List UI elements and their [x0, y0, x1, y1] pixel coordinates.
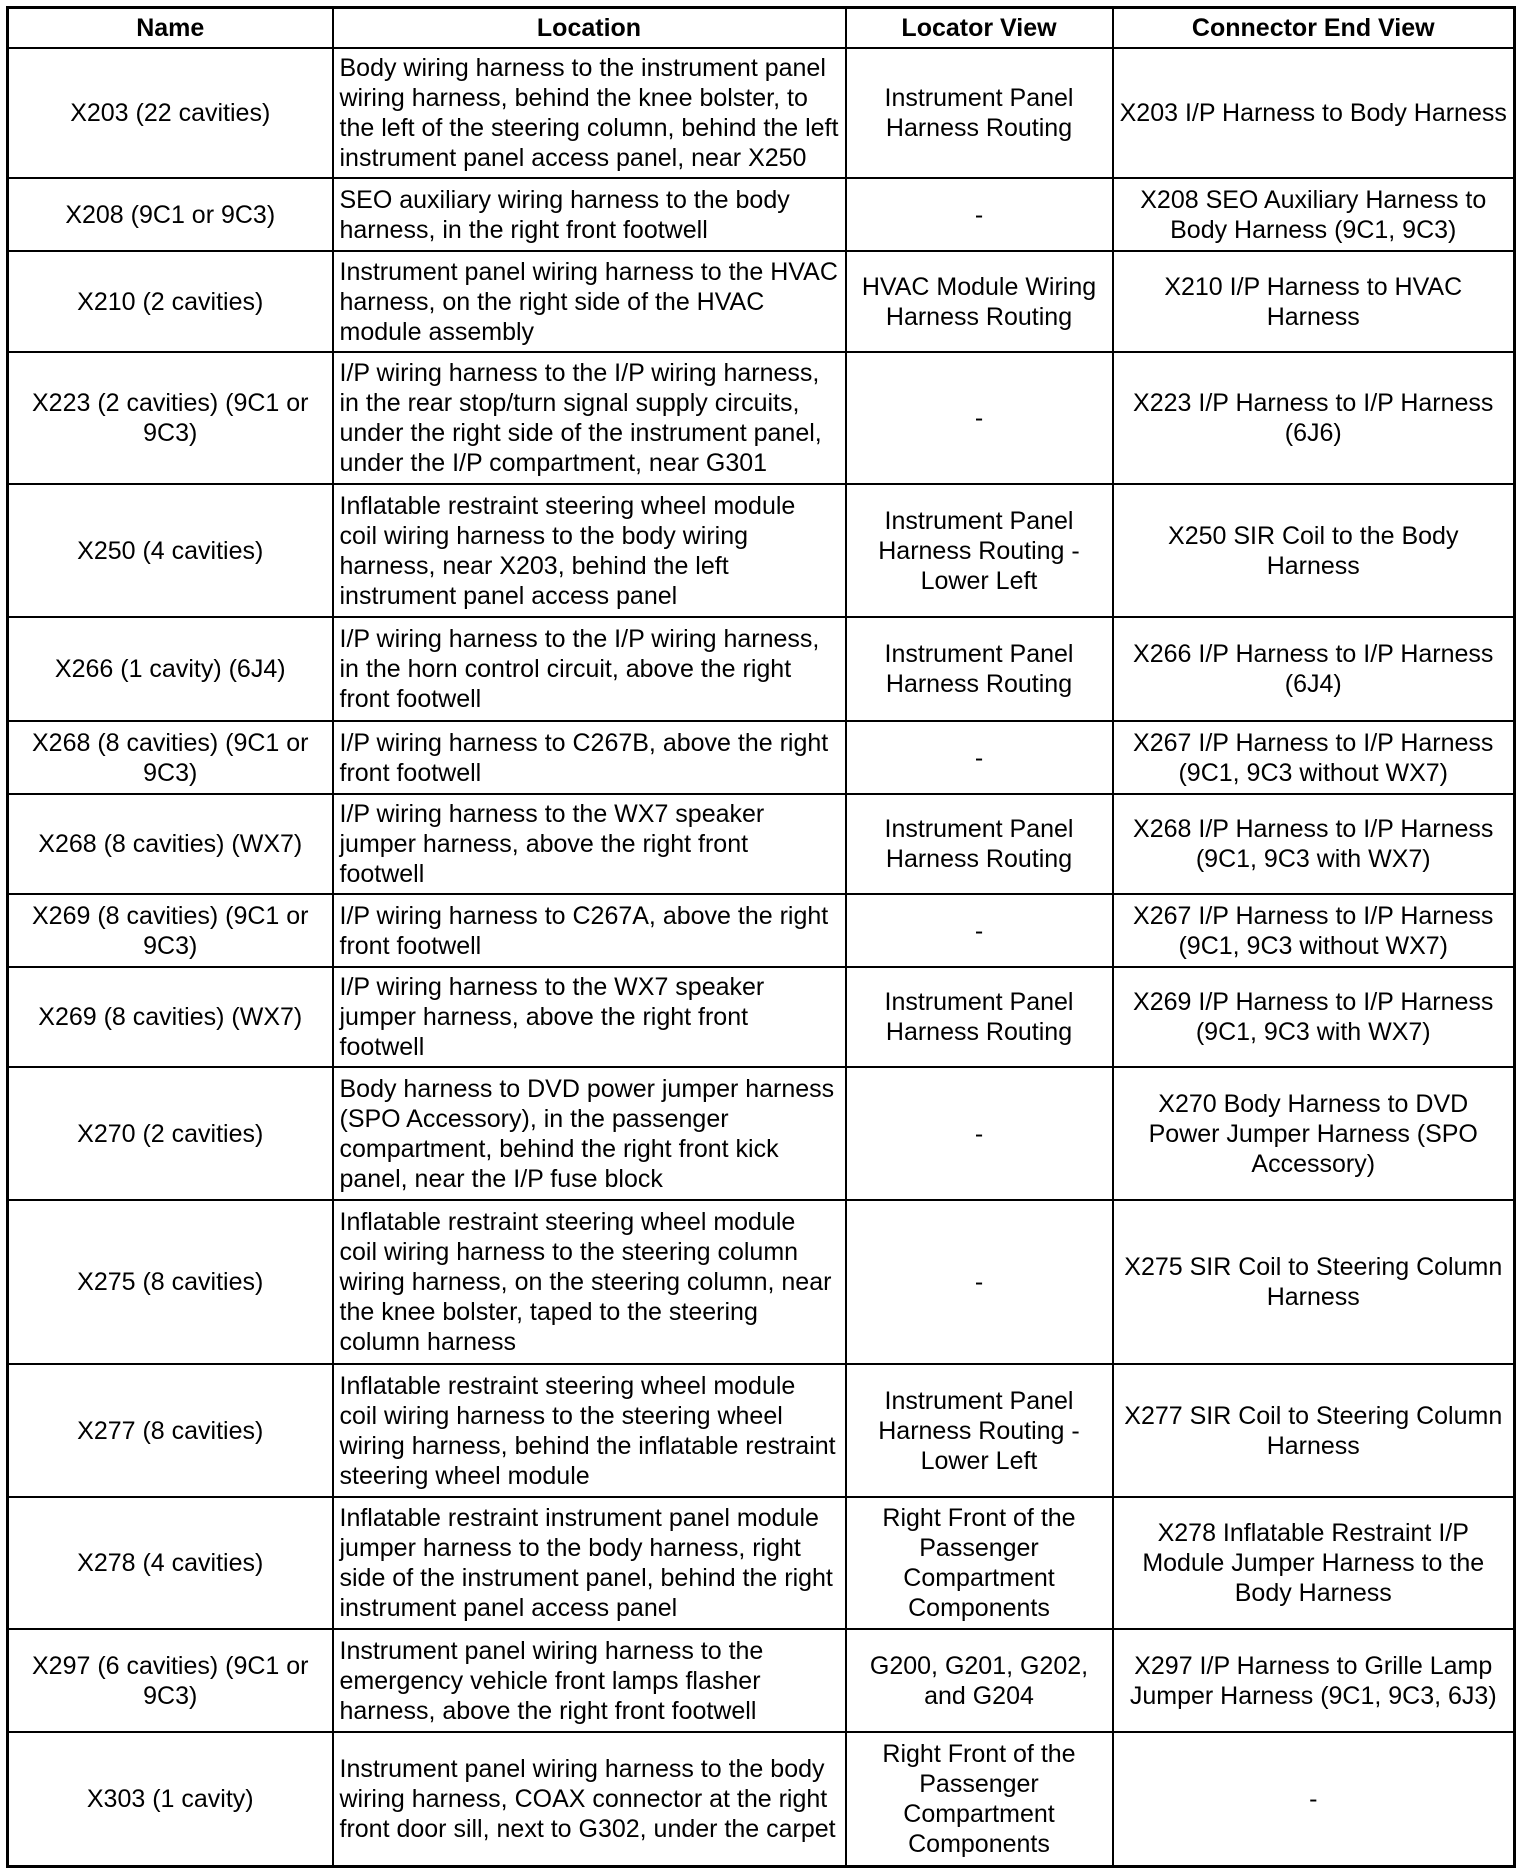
table-row [8, 794, 1515, 894]
cell-locator-view: Instrument Panel Harness Routing [846, 967, 1113, 1067]
table-row [8, 617, 1515, 721]
cell-location: SEO auxiliary wiring harness to the body harness, in the right front footwell [333, 178, 846, 251]
cell-name: X269 (8 cavities) (WX7) [8, 967, 333, 1067]
cell-name: X269 (8 cavities) (9C1 or 9C3) [8, 894, 333, 967]
cell-location: I/P wiring harness to the I/P wiring harness, in the horn control circuit, above the right front footwell [333, 617, 846, 721]
cell-locator-view: Instrument Panel Harness Routing - Lower Left [846, 1364, 1113, 1497]
cell-location: Body wiring harness to the instrument panel wiring harness, behind the knee bolster, to the left of the steering column, behind the left instrument panel access panel, near X250 [333, 48, 846, 178]
cell-location: Instrument panel wiring harness to the body wiring harness, COAX connector at the right front door sill, next to G302, under the carpet [333, 1732, 846, 1866]
table-row [8, 1200, 1515, 1364]
cell-connector-end-view: X208 SEO Auxiliary Harness to Body Harness (9C1, 9C3) [1113, 178, 1515, 251]
header-name: Name [8, 8, 333, 49]
table-row [8, 1497, 1515, 1629]
cell-connector-end-view: X275 SIR Coil to Steering Column Harness [1113, 1200, 1515, 1364]
table-row [8, 721, 1515, 794]
cell-location: Body harness to DVD power jumper harness (SPO Accessory), in the passenger compartment, behind the right front kick panel, near the I/P fuse block [333, 1067, 846, 1200]
cell-connector-end-view: X277 SIR Coil to Steering Column Harness [1113, 1364, 1515, 1497]
cell-locator-view: Instrument Panel Harness Routing [846, 48, 1113, 178]
cell-locator-view: Instrument Panel Harness Routing [846, 794, 1113, 894]
cell-connector-end-view: X267 I/P Harness to I/P Harness (9C1, 9C3 without WX7) [1113, 721, 1515, 794]
cell-locator-view: - [846, 1200, 1113, 1364]
cell-connector-end-view: X268 I/P Harness to I/P Harness (9C1, 9C3 with WX7) [1113, 794, 1515, 894]
table-row [8, 1067, 1515, 1200]
header-locator-view: Locator View [846, 8, 1113, 49]
cell-name: X278 (4 cavities) [8, 1497, 333, 1629]
connector-table [6, 6, 1516, 1868]
cell-location: I/P wiring harness to the WX7 speaker jumper harness, above the right front footwell [333, 967, 846, 1067]
cell-locator-view: Right Front of the Passenger Compartment Components [846, 1497, 1113, 1629]
cell-locator-view: - [846, 178, 1113, 251]
table-row [8, 352, 1515, 484]
cell-locator-view: - [846, 352, 1113, 484]
cell-connector-end-view: X278 Inflatable Restraint I/P Module Jumper Harness to the Body Harness [1113, 1497, 1515, 1629]
cell-name: X275 (8 cavities) [8, 1200, 333, 1364]
table-row [8, 1629, 1515, 1732]
cell-name: X266 (1 cavity) (6J4) [8, 617, 333, 721]
cell-connector-end-view: X250 SIR Coil to the Body Harness [1113, 484, 1515, 617]
cell-locator-view: - [846, 894, 1113, 967]
cell-connector-end-view: X269 I/P Harness to I/P Harness (9C1, 9C3 with WX7) [1113, 967, 1515, 1067]
table-row [8, 178, 1515, 251]
cell-locator-view: G200, G201, G202, and G204 [846, 1629, 1113, 1732]
cell-name: X303 (1 cavity) [8, 1732, 333, 1866]
connector-table-wrapper [6, 6, 1513, 1868]
table-row [8, 1732, 1515, 1866]
cell-connector-end-view: X223 I/P Harness to I/P Harness (6J6) [1113, 352, 1515, 484]
cell-connector-end-view: X210 I/P Harness to HVAC Harness [1113, 251, 1515, 352]
table-row [8, 48, 1515, 178]
cell-locator-view: Right Front of the Passenger Compartment Components [846, 1732, 1113, 1866]
cell-location: Instrument panel wiring harness to the HVAC harness, on the right side of the HVAC module assembly [333, 251, 846, 352]
cell-locator-view: Instrument Panel Harness Routing - Lower Left [846, 484, 1113, 617]
cell-name: X203 (22 cavities) [8, 48, 333, 178]
table-row [8, 484, 1515, 617]
cell-locator-view: - [846, 721, 1113, 794]
header-row [8, 8, 1515, 49]
cell-connector-end-view: X203 I/P Harness to Body Harness [1113, 48, 1515, 178]
cell-name: X270 (2 cavities) [8, 1067, 333, 1200]
cell-location: I/P wiring harness to the I/P wiring harness, in the rear stop/turn signal supply circuits, under the right side of the instrument panel, under the I/P compartment, near G301 [333, 352, 846, 484]
cell-name: X268 (8 cavities) (WX7) [8, 794, 333, 894]
cell-name: X250 (4 cavities) [8, 484, 333, 617]
cell-connector-end-view: X297 I/P Harness to Grille Lamp Jumper Harness (9C1, 9C3, 6J3) [1113, 1629, 1515, 1732]
cell-name: X277 (8 cavities) [8, 1364, 333, 1497]
cell-location: Inflatable restraint steering wheel module coil wiring harness to the body wiring harness, near X203, behind the left instrument panel access panel [333, 484, 846, 617]
cell-connector-end-view: - [1113, 1732, 1515, 1866]
cell-name: X297 (6 cavities) (9C1 or 9C3) [8, 1629, 333, 1732]
cell-location: I/P wiring harness to C267A, above the right front footwell [333, 894, 846, 967]
cell-location: Inflatable restraint steering wheel module coil wiring harness to the steering wheel wiring harness, behind the inflatable restraint steering wheel module [333, 1364, 846, 1497]
cell-connector-end-view: X266 I/P Harness to I/P Harness (6J4) [1113, 617, 1515, 721]
cell-locator-view: - [846, 1067, 1113, 1200]
cell-location: I/P wiring harness to C267B, above the right front footwell [333, 721, 846, 794]
cell-connector-end-view: X267 I/P Harness to I/P Harness (9C1, 9C3 without WX7) [1113, 894, 1515, 967]
table-row [8, 894, 1515, 967]
cell-name: X223 (2 cavities) (9C1 or 9C3) [8, 352, 333, 484]
table-row [8, 251, 1515, 352]
cell-location: Inflatable restraint instrument panel module jumper harness to the body harness, right side of the instrument panel, behind the right instrument panel access panel [333, 1497, 846, 1629]
cell-location: I/P wiring harness to the WX7 speaker jumper harness, above the right front footwell [333, 794, 846, 894]
cell-name: X208 (9C1 or 9C3) [8, 178, 333, 251]
cell-name: X210 (2 cavities) [8, 251, 333, 352]
cell-connector-end-view: X270 Body Harness to DVD Power Jumper Harness (SPO Accessory) [1113, 1067, 1515, 1200]
cell-location: Inflatable restraint steering wheel module coil wiring harness to the steering column wiring harness, on the steering column, near the knee bolster, taped to the steering column harness [333, 1200, 846, 1364]
table-row [8, 967, 1515, 1067]
cell-name: X268 (8 cavities) (9C1 or 9C3) [8, 721, 333, 794]
header-location: Location [333, 8, 846, 49]
cell-location: Instrument panel wiring harness to the emergency vehicle front lamps flasher harness, above the right front footwell [333, 1629, 846, 1732]
header-connector-end-view: Connector End View [1113, 8, 1515, 49]
cell-locator-view: Instrument Panel Harness Routing [846, 617, 1113, 721]
cell-locator-view: HVAC Module Wiring Harness Routing [846, 251, 1113, 352]
table-row [8, 1364, 1515, 1497]
